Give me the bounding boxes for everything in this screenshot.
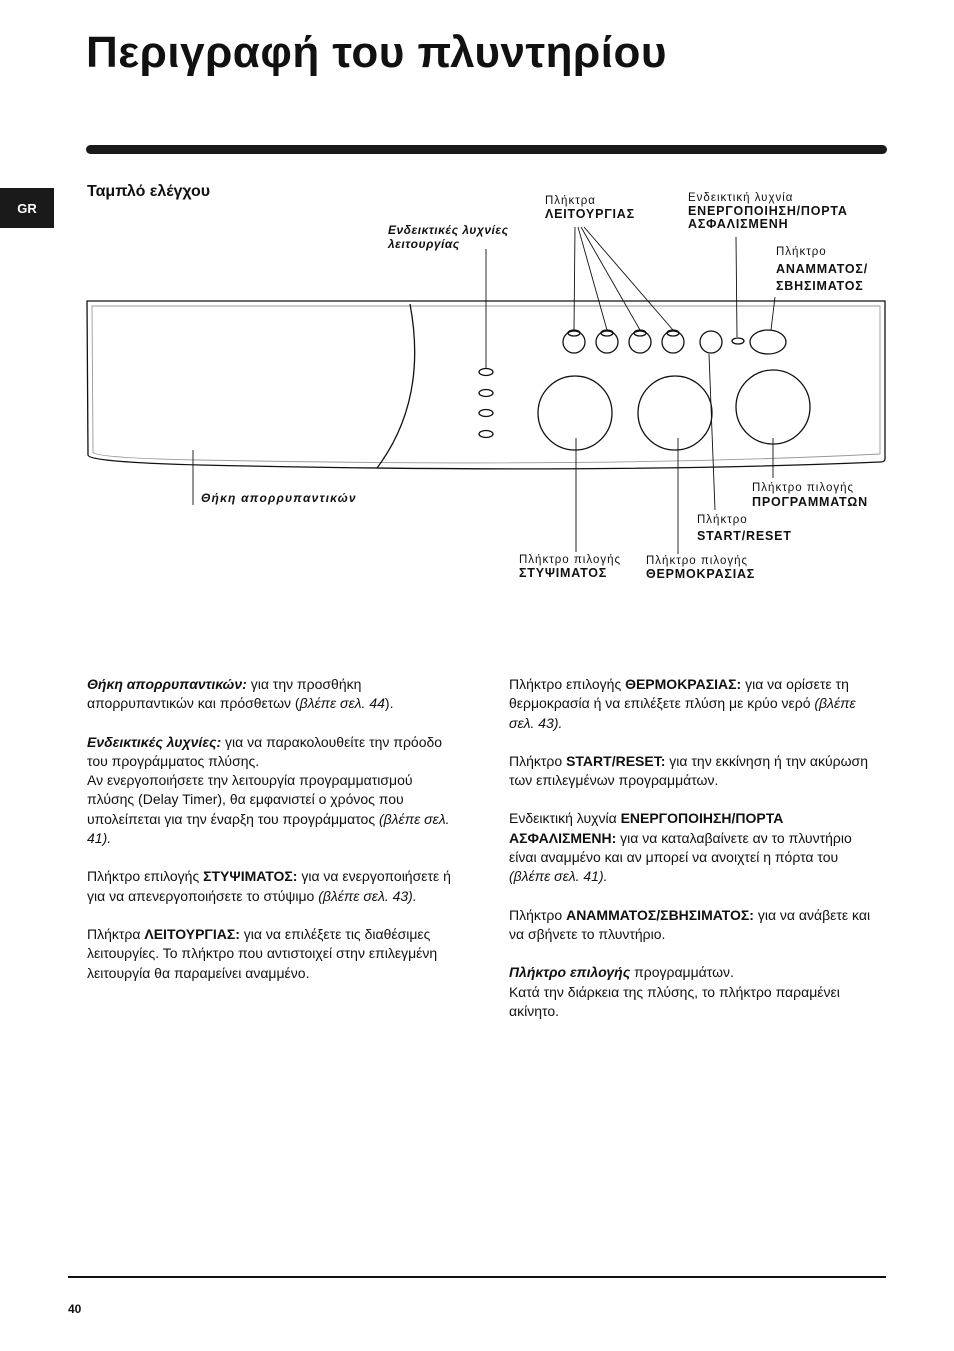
function-button: [662, 331, 684, 353]
indicator-light: [479, 410, 493, 417]
paragraph-indicator-lights: Ενδεικτικές λυχνίες: για να παρακολουθείτε την πρόοδο του προγράμματος πλύσης. Αν ενεργοποιήσετε την λειτουργία προγραμματισμού πλύσης (Delay Timer), θα εμφανιστεί ο χρόνος που υπολείπεται για την έναρξη του προγράμματος (βλέπε σελ. 41).: [87, 733, 450, 847]
right-text-column: [509, 675, 877, 1040]
temperature-knob: [638, 376, 712, 450]
label-power-indicator: Ενδεικτική λυχνία ΕΝΕΡΓΟΠΟΙΗΣΗ/ΠΟΡΤΑ ΑΣΦΑΛΙΣΜΕΝΗ: [688, 192, 848, 231]
programme-knob: [736, 370, 810, 444]
paragraph-temperature-knob: Πλήκτρο επιλογής ΘΕΡΜΟΚΡΑΣΙΑΣ: για να ορίσετε τη θερμοκρασία ή να επιλέξετε πλύση με κρύο νερό (βλέπε σελ. 43).: [509, 676, 856, 731]
left-text-column: [87, 675, 455, 1002]
paragraph-detergent-drawer: Θήκη απορρυπαντικών: για την προσθήκη απορρυπαντικών και πρόσθετων (βλέπε σελ. 44).: [87, 676, 394, 712]
page-number: 40: [68, 1302, 82, 1316]
page-title: Περιγραφή του πλυντηρίου: [86, 28, 667, 77]
paragraph-programme-knob: Πλήκτρο επιλογής προγραμμάτων. Κατά την διάρκεια της πλύσης, το πλήκτρο παραμένει ακίνητο.: [509, 964, 840, 1019]
label-detergent-drawer: Θήκη απορρυπαντικών: [201, 491, 357, 505]
label-indicator-lights: Ενδεικτικές λυχνίες λειτουργίας: [388, 223, 509, 251]
paragraph-spin-knob: Πλήκτρο επιλογής ΣΤΥΨΙΜΑΤΟΣ: για να ενεργοποιήσετε ή για να απενεργοποιήσετε το στύψιμο (βλέπε σελ. 43).: [87, 868, 451, 904]
language-tab: GR: [0, 188, 54, 228]
function-button: [596, 331, 618, 353]
function-button: [563, 331, 585, 353]
paragraph-on-off-button: Πλήκτρο ΑΝΑΜΜΑΤΟΣ/ΣΒΗΣΙΜΑΤΟΣ: για να ανάβετε και να σβήνετε το πλυντήριο.: [509, 906, 871, 942]
indicator-light: [479, 390, 493, 397]
paragraph-power-indicator: Ενδεικτική λυχνία ΕΝΕΡΓΟΠΟΙΗΣΗ/ΠΟΡΤΑ ΑΣΦΑΛΙΣΜΕΝΗ: για να καταλαβαίνετε αν το πλυντήριο είναι αναμμένο και αν μπορεί να ανοιχτεί η πόρτα του (βλέπε σελ. 41).: [509, 810, 852, 885]
bottom-rule: [68, 1276, 886, 1278]
spin-knob: [538, 376, 612, 450]
drawer-separator: [377, 304, 415, 468]
label-programme-knob: Πλήκτρο πιλογής ΠΡΟΓΡΑΜΜΑΤΩΝ: [752, 482, 868, 509]
function-button: [629, 331, 651, 353]
power-indicator-light: [732, 338, 744, 344]
label-on-off-button: Πλήκτρο ΑΝΑΜΜΑΤΟΣ/ ΣΒΗΣΙΜΑΤΟΣ: [776, 246, 869, 293]
section-heading: Ταμπλό ελέγχου: [87, 183, 211, 200]
control-panel-diagram: [0, 0, 954, 620]
label-temperature-knob: Πλήκτρο πιλογής ΘΕΡΜΟΚΡΑΣΙΑΣ: [646, 555, 756, 581]
paragraph-start-reset: Πλήκτρο START/RESET: για την εκκίνηση ή την ακύρωση των επιλεγμένων προγραμμάτων.: [509, 752, 868, 789]
start-reset-button: [700, 331, 722, 353]
on-off-button: [750, 330, 786, 354]
indicator-light: [479, 431, 493, 438]
paragraph-function-buttons: Πλήκτρα ΛΕΙΤΟΥΡΓΙΑΣ: για να επιλέξετε τις διαθέσιμες λειτουργίες. Το πλήκτρο που αντιστοιχεί στην επιλεγμένη λειτουργία θα παραμείνει αναμμένο.: [87, 925, 438, 981]
label-function-buttons: Πλήκτρα ΛΕΙΤΟΥΡΓΙΑΣ: [545, 195, 635, 221]
label-spin-knob: Πλήκτρο πιλογής ΣΤΥΨΙΜΑΤΟΣ: [519, 554, 622, 580]
indicator-light: [479, 369, 493, 376]
label-start-reset: Πλήκτρο START/RESET: [697, 514, 792, 543]
